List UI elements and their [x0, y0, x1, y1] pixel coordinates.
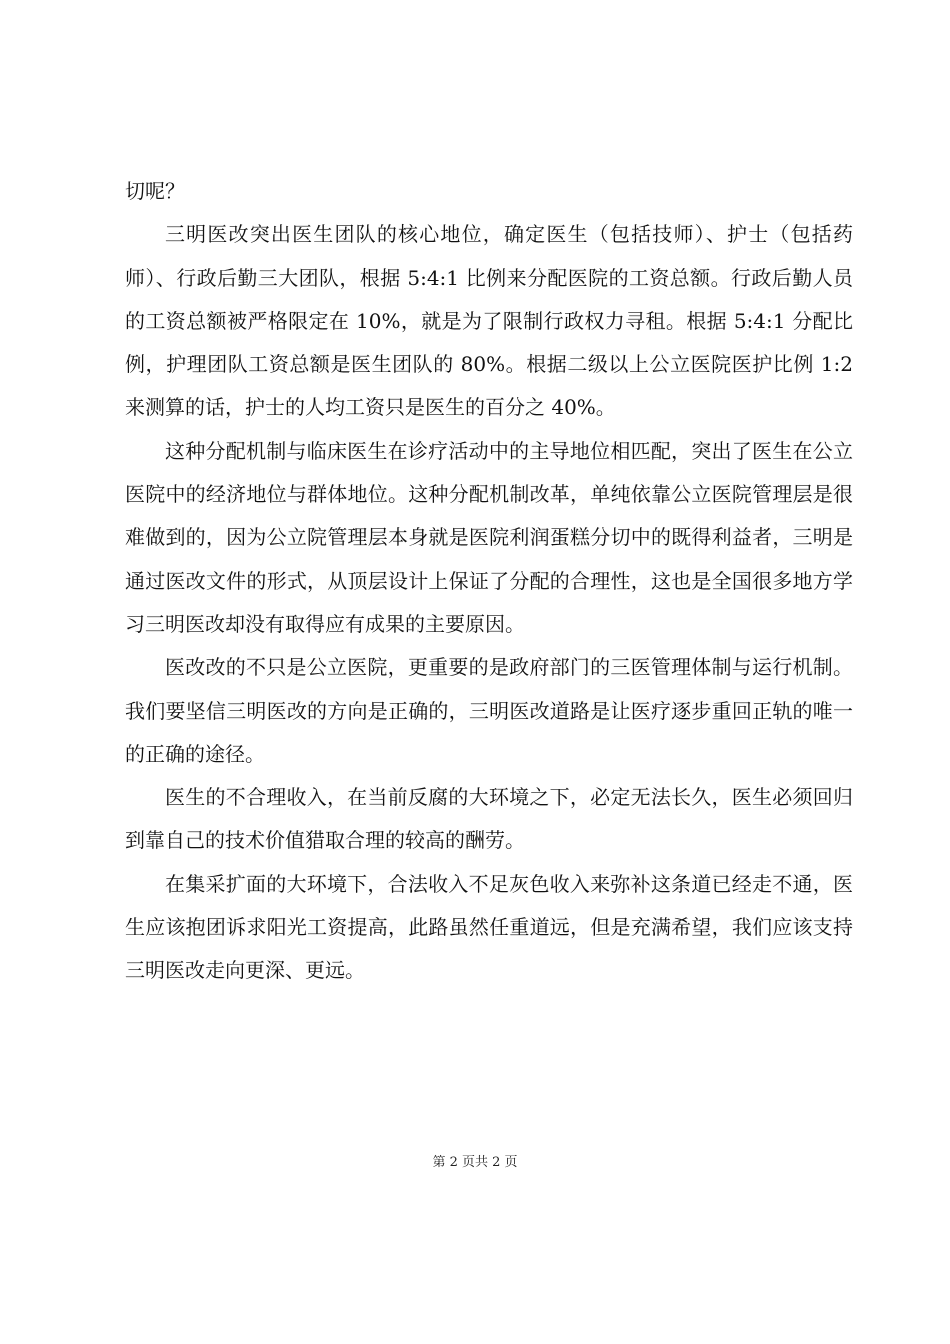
paragraph-distribution-mechanism: 这种分配机制与临床医生在诊疗活动中的主导地位相匹配，突出了医生在公立医院中的经济地位与群体地位。这种分配机制改革，单纯依靠公立医院管理层是很难做到的，因为公立院管理层本身就是医院利润蛋糕分切中的既得利益者，三明是通过医改文件的形式，从顶层设计上保证了分配的合理性，这也是全国很多地方学习三明医改却没有取得应有成果的主要原因。 [125, 438, 853, 636]
paragraph-doctor-income: 医生的不合理收入，在当前反腐的大环境之下，必定无法长久，医生必须回归到靠自己的技术价值猎取合理的较高的酬劳。 [125, 785, 853, 853]
document-body [125, 170, 853, 993]
paragraph-reform-direction: 医改改的不只是公立医院，更重要的是政府部门的三医管理体制与运行机制。我们要坚信三明医改的方向是正确的，三明医改道路是让医疗逐步重回正轨的唯一的正确的途径。 [125, 655, 853, 766]
paragraph-salary-ratio: 三明医改突出医生团队的核心地位，确定医生（包括技师）、护士（包括药师）、行政后勤三大团队，根据 5:4:1 比例来分配医院的工资总额。行政后勤人员的工资总额被严格限定在 10%，就是为了限制行政权力寻租。根据 5:4:1 分配比例，护理团队工资总额是医生团队的 80%。根据二级以上公立医院医护比例 1:2 来测算的话，护士的人均工资只是医生的百分之 40%。 [125, 222, 853, 420]
page-number-footer: 第 2 页共 2 页 [432, 1155, 518, 1170]
paragraph-continuation: 切呢？ [125, 179, 185, 203]
paragraph-procurement: 在集采扩面的大环境下，合法收入不足灰色收入来弥补这条道已经走不通，医生应该抱团诉求阳光工资提高，此路虽然任重道远，但是充满希望，我们应该支持三明医改走向更深、更远。 [125, 871, 853, 983]
